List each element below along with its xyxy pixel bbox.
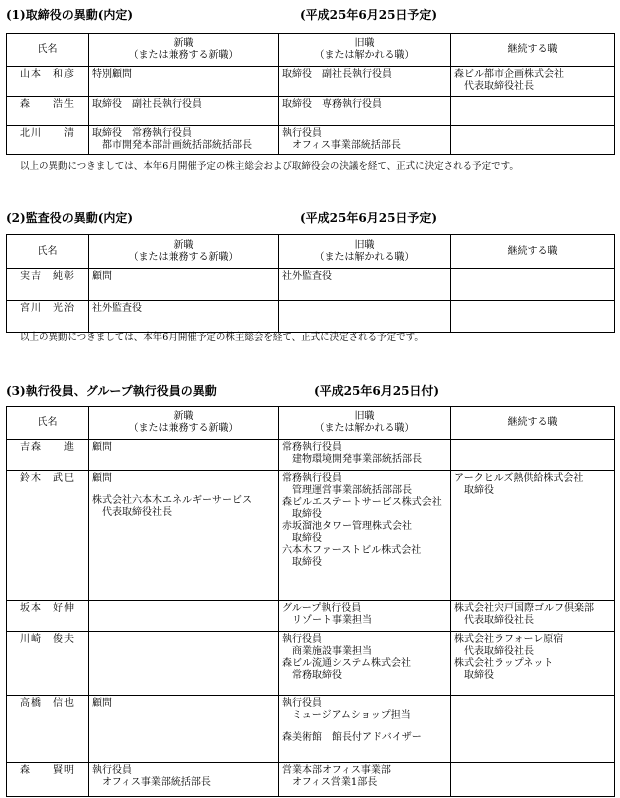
position-line: 六本木ファーストビル株式会社 xyxy=(282,545,422,556)
position-line: 代表取締役社長 xyxy=(454,615,534,626)
position-line: 取締役 xyxy=(282,533,322,544)
section3-table xyxy=(6,406,615,797)
position-line: 顧問 xyxy=(92,473,112,484)
header-continue: 継続する職 xyxy=(451,407,615,440)
position-line: 都市開発本部計画統括部統括部長 xyxy=(92,140,252,151)
new-position-cell xyxy=(89,632,279,696)
position-line: 取締役 xyxy=(282,509,322,520)
new-position-cell xyxy=(89,67,279,97)
position-line xyxy=(92,485,275,495)
continuing-position-cell xyxy=(451,696,615,763)
table-row xyxy=(7,440,615,471)
old-position-cell xyxy=(279,763,451,797)
continuing-position-cell xyxy=(451,601,615,632)
new-position-cell xyxy=(89,269,279,301)
position-line: 顧問 xyxy=(92,698,112,709)
section3-title: (3)執行役員、グループ執行役員の異動 xyxy=(6,384,217,398)
position-line: 株式会社宍戸国際ゴルフ倶楽部 xyxy=(454,603,594,614)
position-line: 常務取締役 xyxy=(282,670,342,681)
table-row xyxy=(7,301,615,333)
person-name: 川崎 俊夫 xyxy=(7,632,89,696)
position-line: 取締役 常務執行役員 xyxy=(92,128,192,139)
position-line: 商業施設事業担当 xyxy=(282,646,372,657)
position-line: 株式会社ラフォーレ原宿 xyxy=(454,634,564,645)
new-position-cell xyxy=(89,763,279,797)
old-position-cell xyxy=(279,601,451,632)
position-line: 営業本部オフィス事業部 xyxy=(282,765,391,776)
position-line: 代表取締役社長 xyxy=(92,507,172,518)
position-line: 株式会社六本木エネルギーサービス xyxy=(92,495,252,506)
position-line: 取締役 副社長執行役員 xyxy=(282,69,392,80)
section2-date: (平成25年6月25日予定) xyxy=(300,211,438,225)
section1-note: 以上の異動につきましては、本年6月開催予定の株主総会および取締役会の決議を経て、正式に決定される予定です。 xyxy=(20,161,519,172)
position-line: 代表取締役社長 xyxy=(454,81,534,92)
position-line: 代表取締役社長 xyxy=(454,646,534,657)
continuing-position-cell xyxy=(451,632,615,696)
section2-table xyxy=(6,234,615,333)
table-row xyxy=(7,97,615,126)
position-line: 執行役員 xyxy=(282,634,322,645)
old-position-cell xyxy=(279,126,451,155)
new-position-cell xyxy=(89,126,279,155)
section1-date: (平成25年6月25日予定) xyxy=(300,8,438,22)
table-row xyxy=(7,126,615,155)
continuing-position-cell xyxy=(451,269,615,301)
person-name: 吉森 進 xyxy=(7,440,89,471)
position-line: 建物環境開発事業部統括部長 xyxy=(282,454,422,465)
new-position-cell xyxy=(89,471,279,601)
header-old: 旧職 （または解かれる職） xyxy=(279,235,451,269)
table-row xyxy=(7,471,615,601)
table-row xyxy=(7,696,615,763)
position-line: オフィス営業1部長 xyxy=(282,777,378,788)
section1-table xyxy=(6,33,615,155)
position-line: アークヒルズ熱供給株式会社 xyxy=(454,473,584,484)
position-line: 社外監査役 xyxy=(92,303,142,314)
table-row xyxy=(7,763,615,797)
old-position-cell xyxy=(279,440,451,471)
person-name: 北川 清 xyxy=(7,126,89,155)
position-line: 森ビル流通システム株式会社 xyxy=(282,658,411,669)
person-name: 実吉 純彰 xyxy=(7,269,89,301)
new-position-cell xyxy=(89,301,279,333)
header-name: 氏名 xyxy=(7,34,89,67)
position-line: 森ビル都市企画株式会社 xyxy=(454,69,564,80)
position-line: 執行役員 xyxy=(92,765,132,776)
section1-title: (1)取締役の異動(内定) xyxy=(6,8,134,22)
position-line: 取締役 xyxy=(454,670,494,681)
header-name: 氏名 xyxy=(7,235,89,269)
old-position-cell xyxy=(279,696,451,763)
position-line: 取締役 xyxy=(454,485,494,496)
table-header-row xyxy=(7,235,615,269)
old-position-cell xyxy=(279,67,451,97)
person-name: 高橋 信也 xyxy=(7,696,89,763)
position-line: 特別顧問 xyxy=(92,69,132,80)
header-name: 氏名 xyxy=(7,407,89,440)
new-position-cell xyxy=(89,97,279,126)
person-name: 山本 和彦 xyxy=(7,67,89,97)
header-old: 旧職 （または解かれる職） xyxy=(279,34,451,67)
continuing-position-cell xyxy=(451,440,615,471)
position-line xyxy=(282,722,447,732)
continuing-position-cell xyxy=(451,471,615,601)
position-line: 管理運営事業部統括部部長 xyxy=(282,485,412,496)
old-position-cell xyxy=(279,97,451,126)
section1-rows xyxy=(7,67,615,155)
position-line: オフィス事業部統括部長 xyxy=(282,140,401,151)
section3-rows xyxy=(7,440,615,797)
table-header-row xyxy=(7,407,615,440)
header-new: 新職 （または兼務する新職） xyxy=(89,34,279,67)
continuing-position-cell xyxy=(451,126,615,155)
continuing-position-cell xyxy=(451,97,615,126)
new-position-cell xyxy=(89,440,279,471)
position-line: 取締役 副社長執行役員 xyxy=(92,99,202,110)
section3-date: (平成25年6月25日付) xyxy=(314,384,440,398)
position-line: リゾート事業担当 xyxy=(282,615,372,626)
position-line: 赤坂溜池タワー管理株式会社 xyxy=(282,521,412,532)
header-continue: 継続する職 xyxy=(451,235,615,269)
position-line: ミュージアムショップ担当 xyxy=(282,710,411,721)
old-position-cell xyxy=(279,471,451,601)
header-new: 新職 （または兼務する新職） xyxy=(89,235,279,269)
position-line: 森ビルエステートサービス株式会社 xyxy=(282,497,442,508)
person-name: 森 賢明 xyxy=(7,763,89,797)
header-new: 新職 （または兼務する新職） xyxy=(89,407,279,440)
continuing-position-cell xyxy=(451,301,615,333)
person-name: 坂本 好伸 xyxy=(7,601,89,632)
section2-rows xyxy=(7,269,615,333)
position-line: 株式会社ラップネット xyxy=(454,658,554,669)
old-position-cell xyxy=(279,632,451,696)
section2-note: 以上の異動につきましては、本年6月開催予定の株主総会を経て、正式に決定される予定です。 xyxy=(20,332,424,343)
position-line: 顧問 xyxy=(92,271,112,282)
position-line: グループ執行役員 xyxy=(282,603,362,614)
old-position-cell xyxy=(279,269,451,301)
person-name: 宮川 光治 xyxy=(7,301,89,333)
new-position-cell xyxy=(89,696,279,763)
old-position-cell xyxy=(279,301,451,333)
person-name: 鈴木 武巳 xyxy=(7,471,89,601)
table-row xyxy=(7,269,615,301)
position-line: 常務執行役員 xyxy=(282,473,342,484)
position-line: 森美術館 館長付アドバイザー xyxy=(282,732,422,743)
table-row xyxy=(7,67,615,97)
person-name: 森 浩生 xyxy=(7,97,89,126)
continuing-position-cell xyxy=(451,763,615,797)
position-line: 取締役 専務執行役員 xyxy=(282,99,382,110)
position-line: オフィス事業部統括部長 xyxy=(92,777,211,788)
section2-title: (2)監査役の異動(内定) xyxy=(6,211,134,225)
position-line: 常務執行役員 xyxy=(282,442,342,453)
header-continue: 継続する職 xyxy=(451,34,615,67)
position-line: 顧問 xyxy=(92,442,112,453)
continuing-position-cell xyxy=(451,67,615,97)
position-line: 社外監査役 xyxy=(282,271,332,282)
position-line: 執行役員 xyxy=(282,128,322,139)
new-position-cell xyxy=(89,601,279,632)
header-old: 旧職 （または解かれる職） xyxy=(279,407,451,440)
position-line: 執行役員 xyxy=(282,698,322,709)
position-line: 取締役 xyxy=(282,557,322,568)
table-row xyxy=(7,601,615,632)
table-row xyxy=(7,632,615,696)
table-header-row xyxy=(7,34,615,67)
